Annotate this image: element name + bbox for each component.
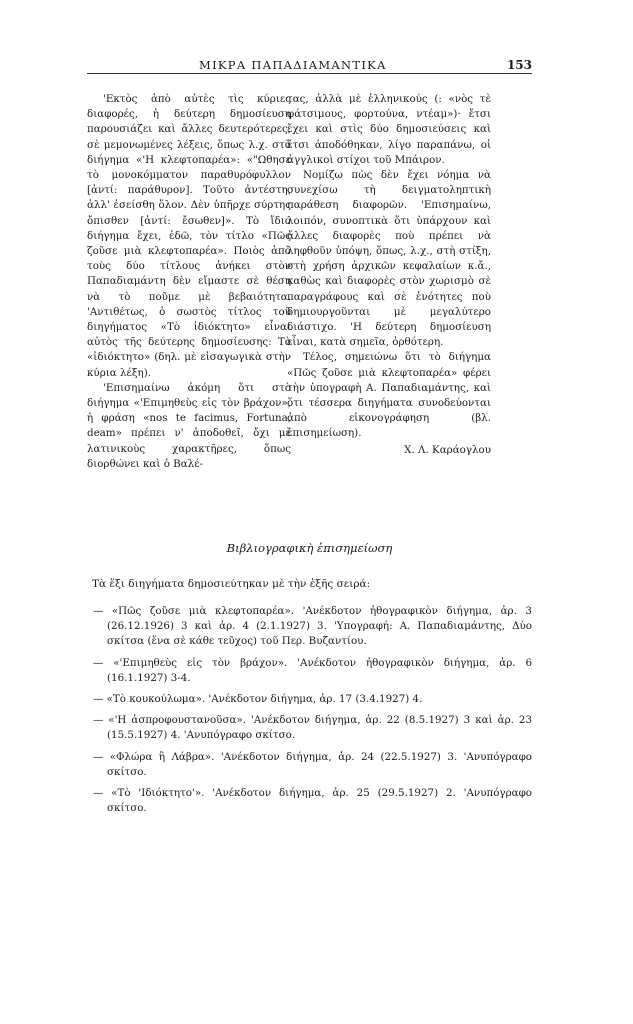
bibliography-heading: Βιβλιογραφικὴ ἐπισημείωση [226,541,393,555]
paragraph: 'Εκτὸς ἀπὸ αὐτὲς τὶς κύριες διαφορές, ἡ δεύτερη δημοσίευση παρουσιάζει καὶ ἄλλες δευτερότερες, σὲ μεμονωμένες λέξεις, ὅπως λ.χ. στὸ διήγημα «'Η κλεφτοπαρέα»: «"Ωθησε τὸ μονοκόμματον παραθυρόφυλλον [ἀντί: παράθυρον]. Τοῦτο ἀντέστη, ἀλλ' ἐσείσθη ὅλον. Δὲν ὑπῆρχε σύρτης ὄπισθεν [ἀντί: ἔσωθεν]». Τὸ ἴδιο διήγημα ἔχει, ἐδῶ, τὸν τίτλο «Πῶς ζοῦσε μιὰ κλεφτοπαρέα». Ποιὸς ἀπὸ τοὺς δύο τίτλους ἀνήκει στὸν Παπαδιαμάντη δὲν εἴμαστε σὲ θέση νὰ τὸ ποῦμε μὲ βεβαιότητα. 'Αντιθέτως, ὁ σωστὸς τίτλος τοῦ διηγήματος «Τὸ ἰδιόκτητο» εἶναι αὐτὸς τῆς δεύτερης δημοσίευσης: Τὸ «ἰδιόκτητο» (δηλ. μὲ εἰσαγωγικὰ στὴν κύρια λέξη). [87,93,291,379]
bibliography-intro: Τὰ ἕξι διηγήματα δημοσιεύτηκαν μὲ τὴν ἑξῆς σειρά: [92,578,371,590]
right-column [287,92,491,458]
bibliography-entry: — «Τὸ 'Ιδιόκτητο'». 'Ανέκδοτον διήγημα, ἀρ. 25 (29.5.1927) 2. 'Ανυπόγραφο σκίτσο. [93,787,532,815]
bibliography-entry: — «'Επιμηθεὺς εἰς τὸν βράχον». 'Ανέκδοτον ἠθογραφικὸν διήγημα, ἀρ. 6 (16.1.1927) 3-4. [93,656,532,684]
bibliography-entry: — «Τὸ κουκούλωμα». 'Ανέκδοτον διήγημα, ἀρ. 17 (3.4.1927) 4. [93,693,423,706]
bibliography-entry: — «Φλώρα ἢ Λάβρα». 'Ανέκδοτον διήγημα, ἀρ. 24 (22.5.1927) 3. 'Ανυπόγραφο σκίτσο. [93,750,532,778]
paragraph: Νομίζω πὼς δὲν ἔχει νόημα νὰ συνεχίσω τὴ δειγματοληπτικὴ παράθεση διαφορῶν. 'Επισημαίνω, λοιπόν, συνοπτικὰ ὅτι ὑπάρχουν καὶ ἄλλες διαφορὲς ποὺ πρέπει νὰ ληφθοῦν ὑπόψη, ὅπως, λ.χ., στὴ στίξη, στὴ χρήση ἀρχικῶν κεφαλαίων κ.ἄ., καθὼς καὶ διαφορὲς στὸν χωρισμὸ σὲ παραγράφους καὶ σὲ ἑνότητες ποὺ δημιουργοῦνται μὲ μεγαλύτερο διάστιχο. 'Η δεύτερη δημοσίευση εἶναι, κατὰ σημεῖα, ὀρθότερη. [287,169,491,349]
header-rule [87,73,532,74]
paragraph: τας, ἀλλὰ μὲ ἑλληνικούς (: «νὸς τὲ φάτσιμους, φορτούνα, ντέαμ»)· ἔτσι ἔχει καὶ στὶς δύο δημοσιεύσεις καὶ ἔτσι ἀποδόθηκαν, λίγο παραπάνω, οἱ ἀγγλικοὶ στίχοι τοῦ Μπάιρον. [287,93,491,166]
left-column [87,92,291,472]
bibliography-entry: — «Πῶς ζοῦσε μιὰ κλεφτοπαρέα». 'Ανέκδοτον ἠθογραφικὸν διήγημα, ἀρ. 3 (26.12.1926) 3 καὶ ἀρ. 4 (2.1.1927) 3. 'Υπογραφή: Α. Παπαδιαμάντης, Δύο σκίτσα (ἕνα σὲ κάθε τεῦχος) τοῦ Περ. Βυζαντίου. [93,605,532,648]
bibliography-entry: — «'Η ἀσπροφουστανοῦσα». 'Ανέκδοτον διήγημα, ἀρ. 22 (8.5.1927) 3 καὶ ἀρ. 23 (15.5.1927) 4. 'Ανυπόγραφο σκίτσο. [93,714,532,742]
page-number: 153 [506,58,532,72]
running-title: ΜΙΚΡΑ ΠΑΠΑΔΙΑΜΑΝΤΙΚΑ [199,58,387,72]
bibliography-list [87,604,532,822]
page-header [87,58,532,74]
paragraph: 'Επισημαίνω ἀκόμη ὅτι στὸ διήγημα «'Επιμηθεὺς εἰς τὸν βράχον», ἡ φράση «nos te facimus, Fortuna, deam» πρέπει ν' ἀποδοθεῖ, ὄχι μὲ λατινικοὺς χαρακτῆρες, ὅπως διορθώνει καὶ ὁ Βαλέ- [87,381,291,470]
author-signature: Χ. Λ. Καράογλου [404,443,491,456]
paragraph: Τέλος, σημειώνω ὅτι τὸ διήγημα «Πῶς ζοῦσε μιὰ κλεφτοπαρέα» φέρει τὴν ὑπογραφὴ Α. Παπαδιαμάντης, καὶ ὅτι τέσσερα διηγήματα συνοδεύονται ἀπὸ εἰκονογράφηση (βλ. ἐπισημείωση). [287,351,491,440]
